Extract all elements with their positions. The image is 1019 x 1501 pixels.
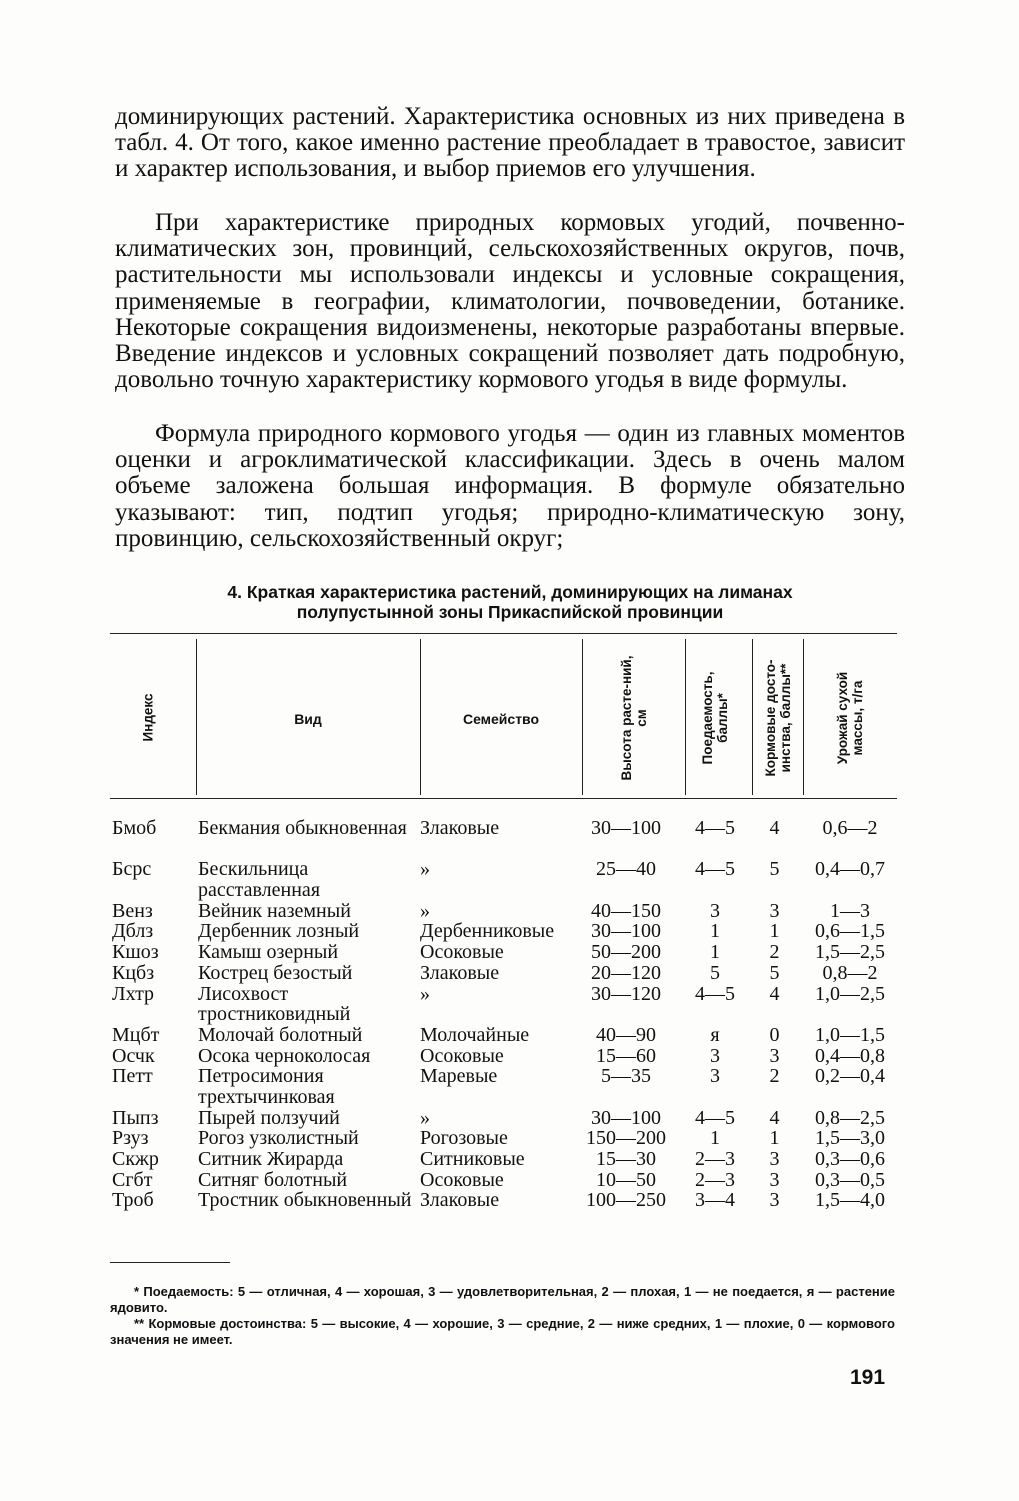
col-divider-3 [582, 639, 583, 795]
row-species: Бескильница расставленная [198, 858, 321, 902]
row-yield: 1,5—2,5 [815, 941, 885, 964]
header-yield-text: Урожай сухой массы, т/га [835, 671, 865, 765]
row-species: Осока черноколосая [198, 1044, 371, 1067]
paragraph-2-text: При характеристике природных кормовых угодий, почвенно-климатических зон, провинций, сельскохозяйственных округов, почв, растительности мы использовали индексы и условные сокращения, применяемые в географии, климатологии, почвоведении, ботанике. Некоторые сокращения видоизменены, некоторые разработаны впервые. Введение индексов и условных сокращений позволяет дать подробную, довольно точную характеристику кормового угодья в виде формулы. [115, 209, 905, 394]
row-quality: 4 [769, 817, 780, 839]
row-index: Кцбз [112, 961, 155, 984]
row-quality: 5 [769, 858, 780, 881]
table-title-line-2: полупустынной зоны Прикаспийской провинции [296, 602, 724, 622]
row-height: 40—90 [596, 1023, 656, 1046]
table-row [110, 921, 897, 942]
row-family: Рогозовые [420, 1127, 508, 1150]
row-family: Молочайные [420, 1023, 530, 1046]
row-quality: 3 [769, 1148, 780, 1171]
row-index: Рзуз [112, 1127, 149, 1150]
header-index: Индекс [140, 693, 156, 742]
row-palatability: 4—5 [695, 1106, 735, 1129]
row-index: Кшоз [112, 941, 159, 964]
row-index: Лхтр [112, 982, 155, 1005]
row-family: Злаковые [420, 961, 500, 984]
row-quality: 4 [769, 982, 780, 1005]
row-index: Венз [112, 899, 153, 922]
row-yield: 0,3—0,5 [815, 1168, 885, 1191]
row-height: 15—60 [596, 1044, 656, 1067]
paragraph-3 [115, 421, 905, 552]
row-palatability: 2—3 [695, 1168, 735, 1191]
table-row [110, 1025, 897, 1046]
table-row [110, 818, 897, 859]
row-height: 20—120 [591, 961, 661, 984]
table-top-rule [110, 633, 897, 634]
row-index: Дблз [112, 920, 154, 943]
row-yield: 1,0—2,5 [815, 982, 885, 1005]
row-quality: 5 [769, 961, 780, 984]
row-yield: 0,8—2,5 [815, 1106, 885, 1129]
row-family: Злаковые [420, 1189, 500, 1212]
paragraph-2 [115, 210, 905, 393]
row-palatability: 4—5 [695, 817, 735, 839]
row-palatability: 4—5 [695, 982, 735, 1005]
paragraph-1 [115, 104, 905, 183]
footnote-2: ** Кормовые достоинства: 5 — высокие, 4 — хорошие, 3 — средние, 2 — ниже средних, 1 — плохие, 0 — кормового значения не имеет. [110, 1316, 895, 1347]
row-quality: 2 [769, 1065, 780, 1088]
table-row [110, 1128, 897, 1149]
row-quality: 2 [769, 941, 780, 964]
row-palatability: я [710, 1023, 720, 1046]
row-palatability: 1 [710, 920, 720, 943]
footnote-1: * Поедаемость: 5 — отличная, 4 — хорошая, 3 — удовлетворительная, 2 — плохая, 1 — не поедается, я — растение ядовито. [110, 1284, 895, 1315]
row-quality: 1 [769, 1127, 780, 1150]
paragraph-3-text: Формула природного кормового угодья — один из главных моментов оценки и агроклиматической классификации. Здесь в очень малом объеме заложена большая информация. В формуле обязательно указывают: тип, подтип угодья; природно-климатическую зону, провинцию, сельскохозяйственный округ; [115, 420, 905, 552]
row-index: Бмоб [112, 817, 157, 839]
row-height: 30—100 [591, 817, 661, 839]
row-palatability: 3 [710, 1065, 720, 1088]
row-family: » [420, 1106, 430, 1129]
row-yield: 0,2—0,4 [815, 1065, 885, 1088]
row-quality: 3 [769, 1168, 780, 1191]
row-yield: 1,0—1,5 [815, 1023, 885, 1046]
row-quality: 3 [769, 1044, 780, 1067]
row-index: Бсрс [112, 858, 152, 881]
row-yield: 1—3 [830, 899, 870, 922]
row-palatability: 5 [710, 961, 720, 984]
row-family: Ситниковые [420, 1148, 525, 1171]
row-index: Сгбт [112, 1168, 153, 1191]
row-species: Тростник обыкновенный [198, 1189, 412, 1212]
col-divider-4 [685, 639, 686, 795]
row-family: Дербенниковые [420, 920, 555, 943]
row-height: 10—50 [596, 1168, 656, 1191]
table-header-rule [110, 798, 897, 799]
row-height: 40—150 [591, 899, 661, 922]
header-species: Вид [294, 711, 322, 727]
table-row [110, 859, 897, 900]
footnote-rule [110, 1262, 230, 1263]
col-divider-5 [752, 639, 753, 795]
paragraph-1-text: доминирующих растений. Характеристика основных из них приведена в табл. 4. От того, какое именно растение преобладает в травостое, зависит и характер использования, и выбор приемов его улучшения. [115, 103, 905, 183]
row-species: Вейник наземный [198, 899, 351, 922]
row-palatability: 2—3 [695, 1148, 735, 1171]
row-yield: 0,4—0,8 [815, 1044, 885, 1067]
row-index: Троб [112, 1189, 154, 1212]
row-species: Петросимония трехтычинковая [198, 1065, 335, 1108]
row-quality: 4 [769, 1106, 780, 1129]
row-height: 30—100 [591, 1106, 661, 1129]
row-species: Рогоз узколистный [198, 1127, 359, 1150]
row-index: Осчк [112, 1044, 155, 1067]
row-species: Пырей ползучий [198, 1106, 340, 1129]
table-row [110, 963, 897, 984]
row-quality: 1 [769, 920, 780, 943]
row-family: » [420, 982, 430, 1005]
row-palatability: 3 [710, 899, 720, 922]
row-yield: 0,4—0,7 [815, 858, 885, 881]
row-yield: 0,6—1,5 [815, 920, 885, 943]
row-family: Злаковые [420, 817, 500, 839]
row-yield: 0,6—2 [822, 817, 878, 839]
row-family: Осоковые [420, 941, 504, 964]
row-family: » [420, 858, 430, 881]
row-height: 30—120 [591, 982, 661, 1005]
page-number: 191 [850, 1366, 886, 1389]
row-height: 5—35 [601, 1065, 651, 1088]
row-height: 150—200 [586, 1127, 666, 1150]
row-height: 100—250 [586, 1189, 666, 1212]
row-height: 25—40 [596, 858, 656, 881]
row-species: Молочай болотный [198, 1023, 363, 1046]
row-palatability: 3—4 [695, 1189, 735, 1212]
row-palatability: 3 [710, 1044, 720, 1067]
table-row [110, 1190, 897, 1231]
row-index: Петт [112, 1065, 153, 1088]
table-row [110, 942, 897, 963]
row-yield: 1,5—4,0 [815, 1189, 885, 1212]
header-height [619, 648, 649, 788]
row-quality: 3 [769, 899, 780, 922]
table-row [110, 1170, 897, 1191]
row-yield: 1,5—3,0 [815, 1127, 885, 1150]
row-index: Мцбт [112, 1023, 160, 1046]
row-palatability: 1 [710, 941, 720, 964]
row-species: Бекмания обыкновенная [198, 817, 407, 839]
header-height-text: Высота расте-ний, см [619, 655, 649, 781]
row-family: Осоковые [420, 1168, 504, 1191]
row-yield: 0,8—2 [822, 961, 878, 984]
row-species: Кострец безостый [198, 961, 353, 984]
table-row [110, 984, 897, 1025]
row-quality: 0 [769, 1023, 780, 1046]
row-index: Скжр [112, 1148, 159, 1171]
table-title [115, 582, 905, 622]
row-height: 15—30 [596, 1148, 656, 1171]
header-quality [763, 648, 793, 788]
table-row [110, 1046, 897, 1067]
plants-table [110, 633, 897, 1253]
row-species: Ситняг болотный [198, 1168, 348, 1191]
row-index: Пыпз [112, 1106, 159, 1129]
table-row [110, 901, 897, 922]
row-species: Камыш озерный [198, 941, 339, 964]
row-quality: 3 [769, 1189, 780, 1212]
row-family: Маревые [420, 1065, 498, 1088]
row-palatability: 1 [710, 1127, 720, 1150]
table-row [110, 1149, 897, 1170]
header-quality-text: Кормовые досто-инства, баллы** [763, 659, 793, 777]
table-row [110, 1066, 897, 1107]
row-family: » [420, 899, 430, 922]
header-family: Семейство [462, 711, 540, 727]
row-yield: 0,3—0,6 [815, 1148, 885, 1171]
row-height: 50—200 [591, 941, 661, 964]
footnotes [110, 1284, 895, 1348]
row-palatability: 4—5 [695, 858, 735, 881]
header-yield [835, 648, 865, 788]
table-row [110, 1108, 897, 1129]
col-divider-6 [803, 639, 804, 795]
table-body [110, 818, 897, 1232]
table-title-line-1: 4. Краткая характеристика растений, доминирующих на лиманах [227, 582, 793, 602]
row-height: 30—100 [591, 920, 661, 943]
row-species: Лисохвост тростниковидный [198, 982, 351, 1026]
header-palatability-text: Поедаемость, баллы* [700, 671, 730, 765]
row-species: Ситник Жирарда [198, 1148, 344, 1171]
row-family: Осоковые [420, 1044, 504, 1067]
row-species: Дербенник лозный [198, 920, 360, 943]
header-palatability [700, 651, 730, 785]
